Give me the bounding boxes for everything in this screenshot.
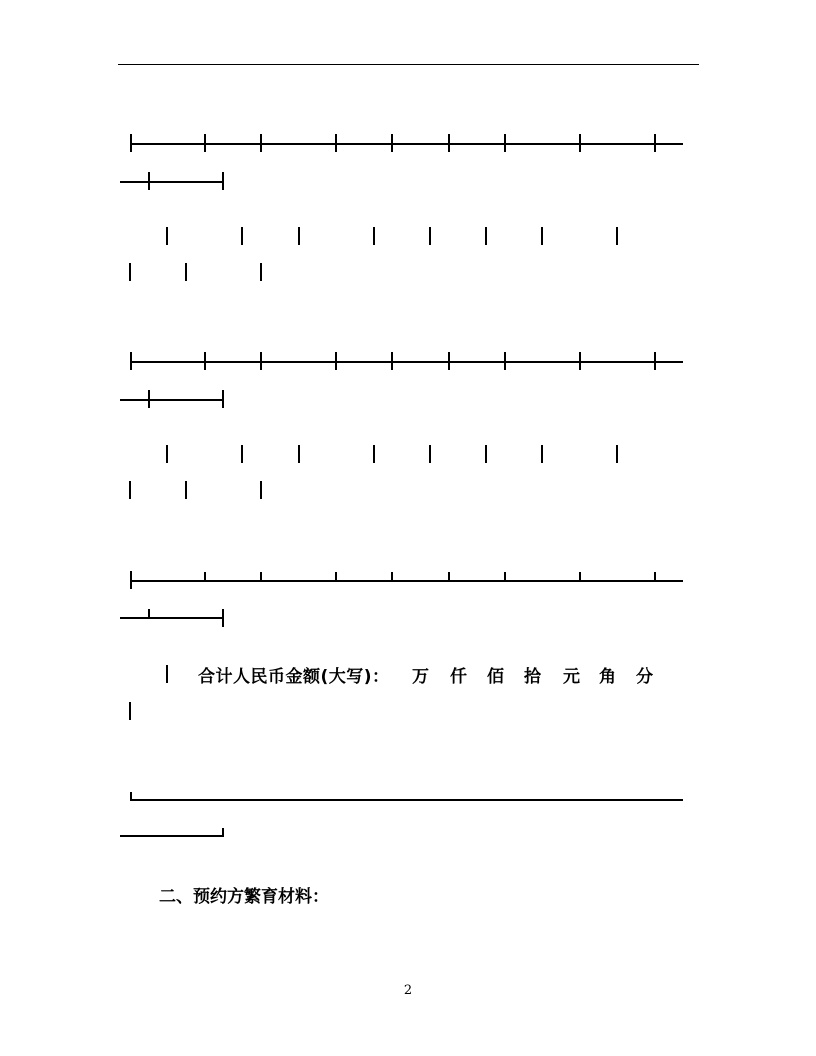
unit-yuan: 元 <box>563 667 580 687</box>
cell-divider-tick <box>129 481 131 499</box>
table-divider-tick <box>391 352 393 370</box>
table-divider-tick <box>654 572 656 580</box>
table-divider-tick <box>204 572 206 580</box>
table-divider-tick <box>504 134 506 152</box>
section-heading: 二、预约方繁育材料： <box>159 887 329 907</box>
table-rule <box>130 799 683 801</box>
cell-divider-tick <box>298 227 300 245</box>
cell-divider-tick <box>260 263 262 281</box>
cell-divider-tick <box>298 445 300 463</box>
table-divider-tick <box>260 134 262 152</box>
cell-divider-tick <box>185 263 187 281</box>
cell-divider-tick <box>185 481 187 499</box>
table-divider-tick <box>335 352 337 370</box>
table-divider-tick <box>148 609 150 617</box>
table-divider-tick <box>130 792 132 801</box>
cell-divider-tick <box>485 445 487 463</box>
table-rule-short <box>120 835 224 837</box>
table-divider-tick <box>148 390 150 408</box>
unit-bai: 佰 <box>487 667 504 687</box>
table-divider-tick <box>222 390 224 408</box>
header-rule <box>118 64 699 65</box>
table-rule-short <box>120 617 224 619</box>
table-divider-tick <box>335 572 337 580</box>
cell-divider-tick <box>166 665 168 683</box>
table-divider-tick <box>448 572 450 580</box>
table-divider-tick <box>222 172 224 190</box>
table-divider-tick <box>335 134 337 152</box>
cell-divider-tick <box>241 445 243 463</box>
table-divider-tick <box>204 352 206 370</box>
cell-divider-tick <box>541 227 543 245</box>
cell-divider-tick <box>166 445 168 463</box>
table-divider-tick <box>579 352 581 370</box>
table-divider-tick <box>222 609 224 627</box>
cell-divider-tick <box>429 445 431 463</box>
cell-divider-tick <box>616 445 618 463</box>
table-divider-tick <box>130 352 132 370</box>
unit-jiao: 角 <box>599 667 616 687</box>
table-divider-tick <box>130 134 132 152</box>
table-divider-tick <box>579 134 581 152</box>
table-divider-tick <box>391 134 393 152</box>
cell-divider-tick <box>260 481 262 499</box>
cell-divider-tick <box>616 227 618 245</box>
table-divider-tick <box>391 572 393 580</box>
table-divider-tick <box>260 572 262 580</box>
cell-divider-tick <box>166 227 168 245</box>
unit-fen: 分 <box>636 667 653 687</box>
table-divider-tick <box>204 134 206 152</box>
cell-divider-tick <box>541 445 543 463</box>
table-divider-tick <box>654 352 656 370</box>
table-divider-tick <box>504 572 506 580</box>
table-divider-tick <box>504 352 506 370</box>
table-divider-tick <box>148 172 150 190</box>
cell-divider-tick <box>373 445 375 463</box>
table-rule <box>130 580 683 582</box>
unit-qian: 仟 <box>450 667 467 687</box>
table-divider-tick <box>579 572 581 580</box>
unit-wan: 万 <box>412 667 429 687</box>
table-divider-tick <box>448 352 450 370</box>
unit-shi: 拾 <box>524 667 541 687</box>
table-divider-tick <box>130 571 132 589</box>
cell-divider-tick <box>241 227 243 245</box>
table-rule-short <box>120 181 224 183</box>
table-rule-short <box>120 399 224 401</box>
cell-divider-tick <box>373 227 375 245</box>
table-rule <box>130 361 683 363</box>
table-divider-tick <box>654 134 656 152</box>
cell-divider-tick <box>485 227 487 245</box>
total-amount-label: 合计人民币金额(大写)： <box>198 667 390 687</box>
cell-divider-tick <box>129 263 131 281</box>
table-divider-tick <box>222 828 224 837</box>
cell-divider-tick <box>129 702 131 720</box>
page-number: 2 <box>403 983 413 998</box>
table-divider-tick <box>260 352 262 370</box>
table-rule <box>130 143 683 145</box>
table-divider-tick <box>448 134 450 152</box>
cell-divider-tick <box>429 227 431 245</box>
